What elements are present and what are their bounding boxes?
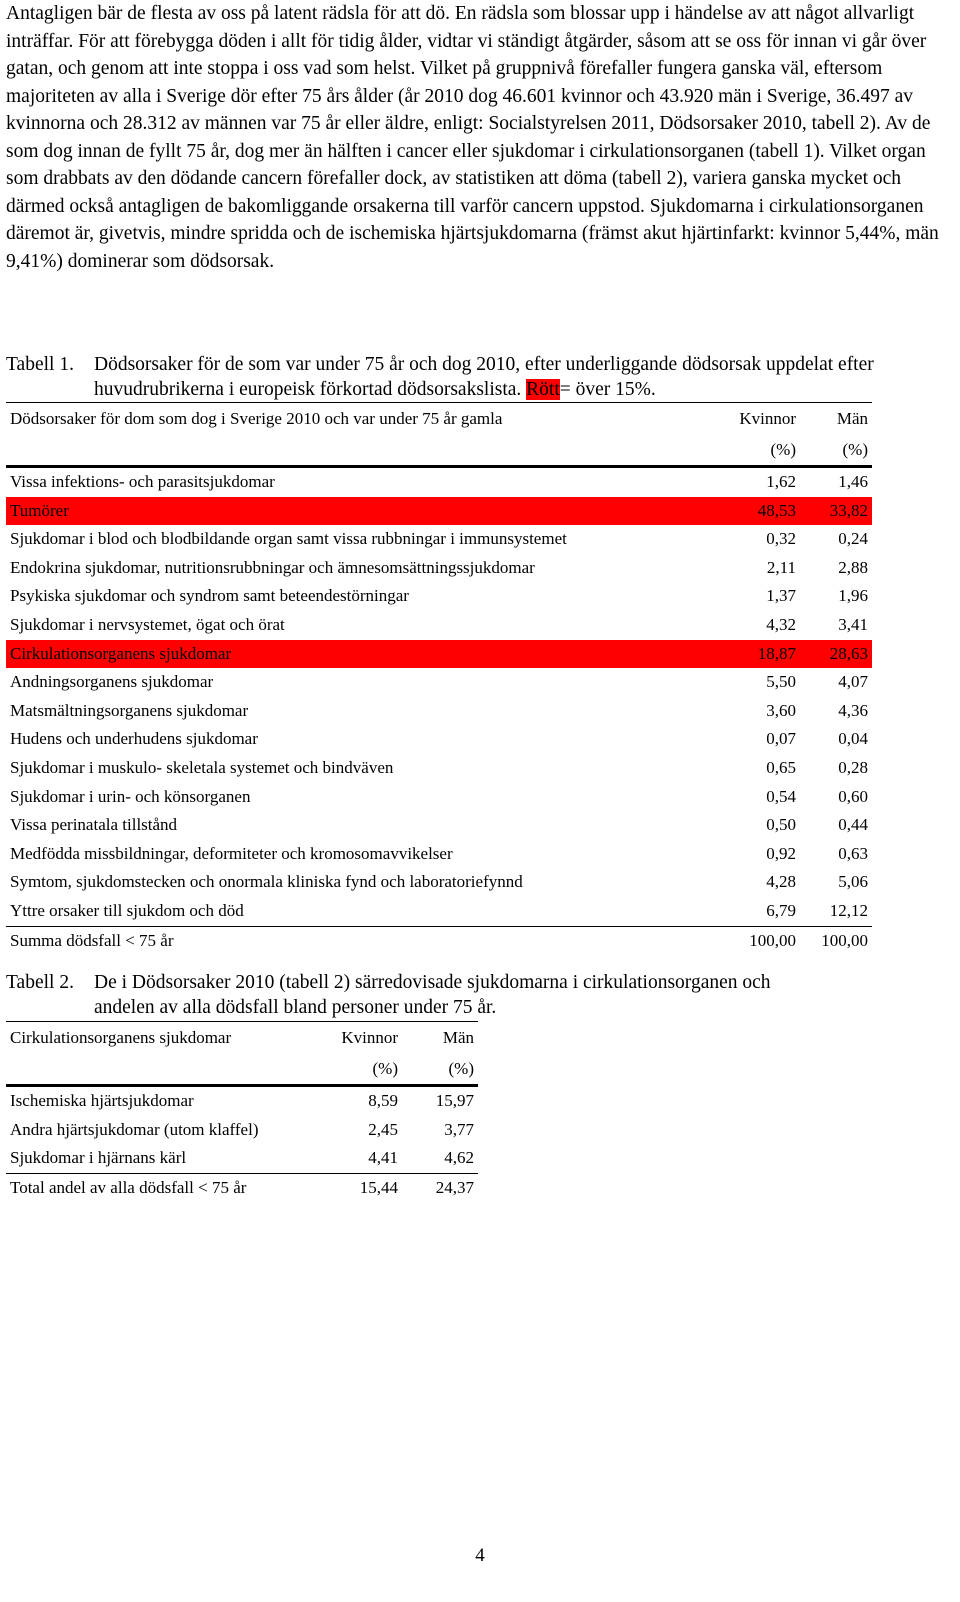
cell-men: 0,44 [838,815,868,835]
cell-label: Hudens och underhudens sjukdomar [10,729,258,749]
total-label: Total andel av alla dödsfall < 75 år [6,1173,326,1202]
cell-men: 5,06 [838,872,868,892]
cell-men: 4,62 [444,1148,474,1168]
intro-paragraph [6,0,954,275]
table-row [6,754,872,783]
cell-women: 0,92 [766,843,796,863]
total-label: Summa dödsfall < 75 år [6,926,706,955]
cell-men: 28,63 [800,640,872,669]
cell-men: 12,12 [829,900,868,920]
table-row [6,467,872,497]
table-row [6,868,872,897]
table-row [6,611,872,640]
table-row [6,582,872,611]
page-number: 4 [475,1545,485,1566]
cell-women: 4,28 [766,872,796,892]
table-row [6,497,872,526]
table2 [6,1021,478,1202]
table1-col-men: Män [800,403,872,435]
cell-women: 0,32 [766,529,796,549]
table2-unit-women: (%) [326,1053,402,1086]
cell-women: 2,11 [766,557,796,577]
cell-women: 6,79 [766,900,796,920]
cell-label: Endokrina sjukdomar, nutritionsrubbningar och ämnesomsättningssjukdomar [10,557,535,577]
cell-label: Andningsorganens sjukdomar [10,672,214,692]
table1-unit-row [6,434,872,467]
table1-unit-men: (%) [800,434,872,467]
cell-label: Ischemiska hjärtsjukdomar [10,1091,194,1110]
total-women: 100,00 [706,926,800,955]
table1-unit-spacer [6,434,706,467]
table1 [6,402,872,955]
table-row [6,640,872,669]
table2-caption [6,970,946,1020]
cell-label: Psykiska sjukdomar och syndrom samt beteendestörningar [10,586,409,606]
cell-label: Sjukdomar i muskulo- skeletala systemet och bindväven [10,757,394,777]
table1-caption-text [94,352,894,402]
table-row [6,811,872,840]
table2-unit-spacer [6,1053,326,1086]
table1-header-row [6,403,872,435]
cell-women: 0,65 [766,757,796,777]
cell-label: Andra hjärtsjukdomar (utom klaffel) [10,1119,259,1139]
cell-men: 4,07 [838,672,868,692]
cell-label: Vissa infektions- och parasitsjukdomar [10,472,275,491]
table2-caption-text: De i Dödsorsaker 2010 (tabell 2) särredovisade sjukdomarna i cirkulationsorganen och andelen av alla dödsfall bland personer under 75 år. [94,972,771,1018]
cell-label: Vissa perinatala tillstånd [10,815,178,835]
cell-women: 0,54 [766,786,796,806]
table2-header: Cirkulationsorganens sjukdomar [6,1022,326,1054]
total-women: 15,44 [326,1173,402,1202]
cell-label: Sjukdomar i nervsystemet, ögat och örat [10,614,285,634]
total-men: 24,37 [402,1173,478,1202]
cell-label: Sjukdomar i urin- och könsorganen [10,786,251,806]
table1-label: Tabell 1. [6,354,74,375]
cell-men: 4,36 [838,700,868,720]
cell-label: Medfödda missbildningar, deformiteter och kromosomavvikelser [10,843,453,863]
table2-col-men: Män [402,1022,478,1054]
table1-caption-tail: = över 15%. [559,379,656,400]
cell-label: Cirkulationsorganens sjukdomar [6,640,706,669]
table-row [6,525,872,554]
cell-women: 1,37 [766,586,796,606]
cell-label: Symtom, sjukdomstecken och onormala kliniska fynd och laboratoriefynnd [10,872,523,892]
table2-unit-men: (%) [402,1053,478,1086]
cell-label: Tumörer [6,497,706,526]
cell-men: 15,97 [435,1091,474,1110]
total-row [6,926,872,955]
paragraph-text: Antagligen bär de flesta av oss på latent rädsla för att dö. En rädsla som blossar upp i händelse av att något allvarligt inträffar. För att förebygga döden i allt för tidig ålder, vidtar vi ständigt åtgärder, såsom att se oss för innan vi går över gatan, och genom att inte stoppa i oss vad som helst. Vilket på gruppnivå förefaller fungera ganska väl, eftersom majoriteten av alla i Sverige dör efter 75 års ålder (år 2010 dog 46.601 kvinnor och 43.920 män i Sverige, 36.497 av kvinnorna och 28.312 av männen var 75 år eller äldre, enligt: Socialstyrelsen 2011, Dödsorsaker 2010, tabell 2). Av de som dog innan de fyllt 75 år, dog mer än hälften i cancer eller sjukdomar i cirkulationsorganen (tabell 1). Vilket organ som drabbats av den dödande cancern förefaller dock, av statistiken att döma (tabell 2), variera ganska mycket och därmed också antagligen de bakomliggande orsakerna till varför cancern uppstod. Sjukdomarna i cirkulationsorganen däremot är, givetvis, mindre spridda och de ischemiska hjärtsjukdomarna (främst akut hjärtinfarkt: kvinnor 5,44%, män 9,41%) dominerar som dödsorsak. [6,3,939,272]
cell-women: 48,53 [706,497,800,526]
table2-col-women: Kvinnor [326,1022,402,1054]
cell-men: 0,04 [838,729,868,749]
cell-men: 0,28 [838,757,868,777]
table2-label: Tabell 2. [6,972,74,993]
total-men: 100,00 [800,926,872,955]
table-row [6,1086,478,1116]
table1-col-women: Kvinnor [706,403,800,435]
cell-men: 1,46 [838,472,868,491]
cell-women: 5,50 [766,672,796,692]
cell-women: 3,60 [766,700,796,720]
table1-header: Dödsorsaker för dom som dog i Sverige 2010 och var under 75 år gamla [6,403,706,435]
table-row [6,897,872,926]
cell-men: 0,63 [838,843,868,863]
cell-men: 2,88 [838,557,868,577]
cell-women: 18,87 [706,640,800,669]
cell-men: 0,60 [838,786,868,806]
cell-men: 3,41 [838,614,868,634]
table-row [6,783,872,812]
cell-men: 0,24 [838,529,868,549]
table-row [6,840,872,869]
table-row [6,554,872,583]
table-row [6,1116,478,1145]
cell-women: 2,45 [368,1119,398,1139]
table1-caption-main: Dödsorsaker för de som var under 75 år och dog 2010, efter underliggande dödsorsak uppdelat efter huvudrubrikerna i europeisk förkortad dödsorsakslista. [94,354,874,400]
table1-caption-red: Rött [526,379,560,400]
total-row [6,1173,478,1202]
table-row [6,725,872,754]
cell-men: 33,82 [800,497,872,526]
cell-women: 8,59 [368,1091,398,1110]
table-row [6,668,872,697]
table-row [6,1144,478,1173]
cell-women: 1,62 [766,472,796,491]
cell-label: Yttre orsaker till sjukdom och död [10,900,244,920]
table-row [6,697,872,726]
cell-label: Matsmältningsorganens sjukdomar [10,700,249,720]
table2-unit-row [6,1053,478,1086]
cell-label: Sjukdomar i blod och blodbildande organ samt vissa rubbningar i immunsystemet [10,529,567,549]
cell-women: 0,50 [766,815,796,835]
table2-header-row [6,1022,478,1054]
cell-men: 3,77 [444,1119,474,1139]
table1-caption [6,352,946,402]
cell-women: 4,32 [766,614,796,634]
cell-women: 4,41 [368,1148,398,1168]
cell-men: 1,96 [838,586,868,606]
table1-unit-women: (%) [706,434,800,467]
cell-label: Sjukdomar i hjärnans kärl [10,1148,187,1168]
cell-women: 0,07 [766,729,796,749]
